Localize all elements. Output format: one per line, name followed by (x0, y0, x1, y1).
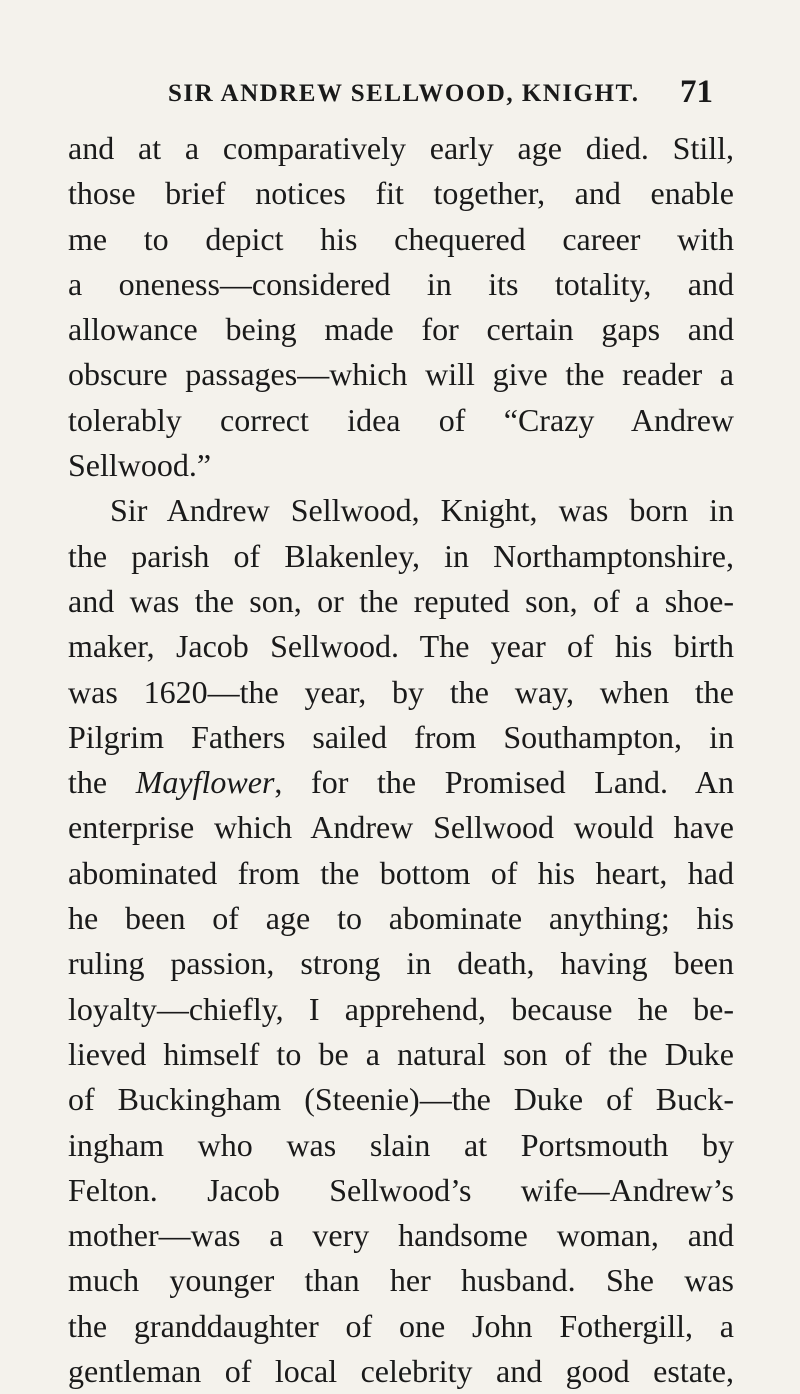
text-line: and at a comparatively early age died. Still, (68, 130, 734, 166)
text-line: loyalty—chiefly, I apprehend, because he be- (68, 990, 734, 1027)
body-text (68, 126, 734, 1394)
text-line: and was the son, or the reputed son, of a shoe- (68, 582, 734, 619)
text-line: those brief notices fit together, and enable (68, 175, 734, 212)
text-line: tolerably correct idea of “Crazy Andrew (68, 401, 734, 438)
text-line: ingham who was slain at Portsmouth by (68, 1126, 734, 1163)
text-line: ruling passion, strong in death, having been (68, 945, 734, 982)
text-line: maker, Jacob Sellwood. The year of his birth (68, 628, 734, 665)
text-line (68, 760, 734, 805)
running-title: SIR ANDREW SELLWOOD, KNIGHT. (168, 80, 640, 107)
text-line: lieved himself to be a natural son of the Duke (68, 1035, 734, 1072)
text-line: mother—was a very handsome woman, and (68, 1217, 734, 1254)
page-number: 71 (680, 74, 713, 110)
text-line: he been of age to abominate anything; his (68, 900, 734, 937)
text-line: Pilgrim Fathers sailed from Southampton, in (68, 718, 734, 755)
text-line: allowance being made for certain gaps and (68, 311, 734, 348)
text-line: enterprise which Andrew Sellwood would have (68, 809, 734, 846)
text-line: a oneness—considered in its totality, and (68, 265, 734, 302)
ship-name-italic: Mayflower (135, 764, 275, 801)
text-line: the granddaughter of one John Fothergill, a (68, 1307, 734, 1344)
paragraph-first-line: Sir Andrew Sellwood, Knight, was born in (110, 492, 734, 529)
text-line: abominated from the bottom of his heart, had (68, 854, 734, 891)
text-line: gentleman of local celebrity and good estate, (68, 1353, 734, 1390)
text-line: much younger than her husband. She was (68, 1262, 734, 1299)
text-line: was 1620—the year, by the way, when the (68, 673, 734, 710)
text-line: the parish of Blakenley, in Northamptonshire, (68, 537, 734, 574)
text-line: me to depict his chequered career with (68, 220, 734, 257)
text-line: Sellwood.” (68, 447, 212, 484)
text-line: obscure passages—which will give the reader a (68, 356, 734, 393)
text-line: of Buckingham (Steenie)—the Duke of Buck- (68, 1081, 734, 1118)
text-run: , for the Promised Land. An (274, 764, 735, 801)
text-line: Felton. Jacob Sellwood’s wife—Andrew’s (68, 1171, 734, 1208)
text-run: the (68, 764, 136, 801)
